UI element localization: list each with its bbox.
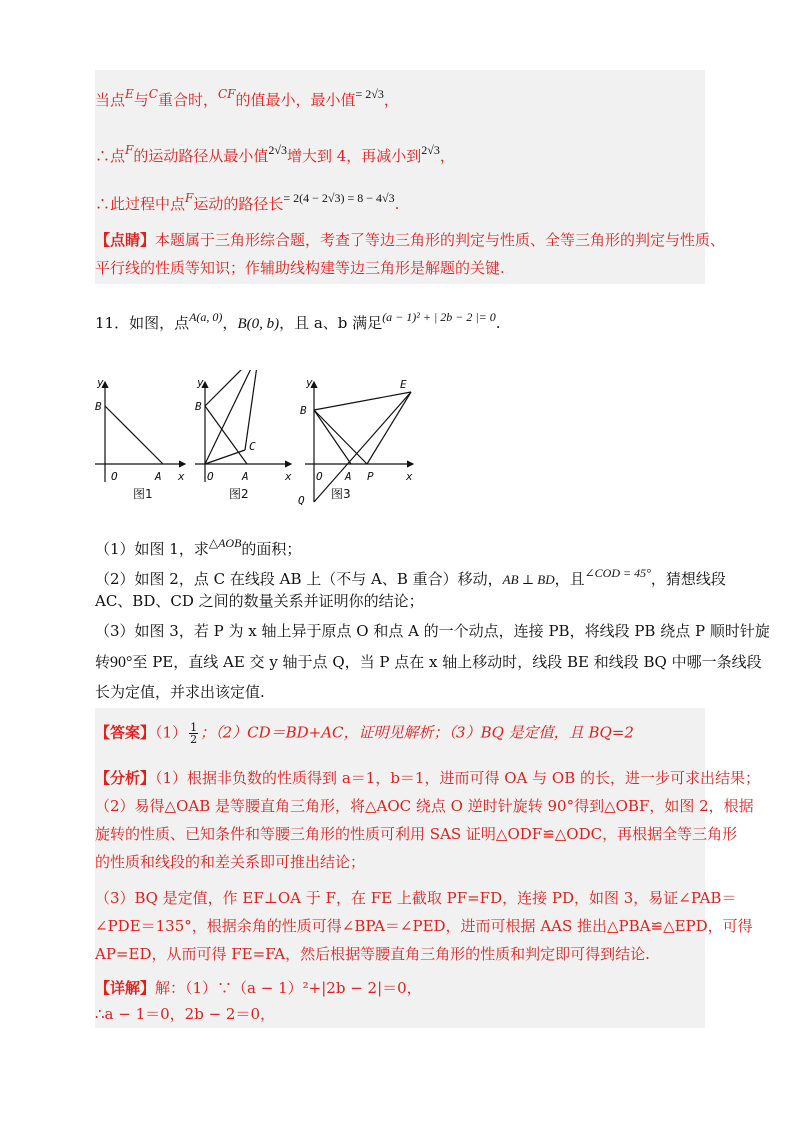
part-3-line-2: 转90°至 PE，直线 AE 交 y 轴于点 Q，当 P 点在 x 轴上移动时，线段 BE 和线段 BQ 中哪一条线段 <box>95 653 762 671</box>
answer-analysis-block <box>95 708 760 1028</box>
fig2-segment-bd <box>205 370 259 406</box>
part-3-line-3: 长为定值，并求出该定值. <box>95 683 265 701</box>
fig3-line-qe <box>314 392 411 502</box>
fig3-label-a: A <box>345 470 352 483</box>
detail-line-1: 【详解】解：（1）∵（a − 1）²+|2b − 2|＝0， <box>95 979 422 997</box>
fig2-label-o: O <box>207 470 214 483</box>
fig2-label-x: x <box>285 470 292 483</box>
fig3-label-o: O <box>316 470 323 483</box>
fig1-label-o: O <box>111 470 118 483</box>
part-1: （1）如图 1，求$^{\triangle AOB}$的面积； <box>95 536 302 558</box>
part-2-line-2: AC、BD、CD 之间的数量关系并证明你的结论； <box>95 592 424 610</box>
analysis-line-3: 旋转的性质、已知条件和等腰三角形的性质可利用 SAS 证明△ODF≌△ODC，再根据全等三角形 <box>95 825 738 843</box>
figure-1 <box>95 382 185 482</box>
fig2-label-b: B <box>195 400 202 413</box>
figure-3 <box>305 382 413 502</box>
part-3-line-1: （3）如图 3，若 P 为 x 轴上异于原点 O 和点 A 的一个动点，连接 PB，将线段 PB 绕点 P 顺时针旋 <box>95 622 770 640</box>
solution-line-1: 当点$^E$与$^C$重合时，$^{CF}$的值最小，最小值$^{= 2√3}$， <box>95 87 399 109</box>
fig2-caption: 图2 <box>229 487 249 501</box>
fig1-caption: 图1 <box>133 487 153 501</box>
fig2-label-a: A <box>242 470 249 483</box>
fig1-label-y: y <box>97 376 104 389</box>
detail-line-2: ∴a − 1＝0，2b − 2＝0， <box>95 1005 276 1023</box>
analysis-line-2: （2）易得△OAB 是等腰直角三角形，将△AOC 绕点 O 逆时针旋转 90°得到△OBF，如图 2，根据 <box>95 797 754 815</box>
fig3-segment-pe <box>367 392 411 464</box>
analysis-line-7: AP=ED，从而可得 FE=FA，然后根据等腰直角三角形的性质和判定即可得到结论. <box>95 945 650 963</box>
figure-2 <box>195 370 291 482</box>
part-2-line-1: （2）如图 2，点 C 在线段 AB 上（不与 A、B 重合）移动，AB ⊥ BD，且$^{\angle COD = 45^\circ}$，猜想线段 <box>95 566 726 588</box>
solution-continuation-block <box>95 70 726 284</box>
tip-line-2: 平行线的性质等知识；作辅助线构建等边三角形是解题的关键. <box>95 259 505 277</box>
solution-line-2: ∴点$^F$的运动路径从最小值$^{2√3}$增大到 4，再减小到$^{2√3}$， <box>95 143 455 165</box>
fig3-caption: 图3 <box>331 487 351 501</box>
fig1-label-b: B <box>95 400 102 413</box>
question-11-stem: 11．如图，点$^{A(a, 0)}$，B(0, b)，且 a、b 满足$^{(a - 1)^2 + | 2b - 2 |= 0}$. <box>95 310 501 332</box>
analysis-line-1: 【分析】（1）根据非负数的性质得到 a＝1，b＝1，进而可得 OA 与 OB 的长，进一步可求出结果； <box>95 769 760 787</box>
analysis-line-6: ∠PDE＝135°，根据余角的性质可得∠BPA＝∠PED，进而可根据 AAS 推出△PBA≌△EPD，可得 <box>95 917 753 935</box>
fig3-label-q: Q <box>298 494 305 507</box>
solution-line-3: ∴此过程中点$^F$运动的路径长$^{= 2(4 - 2√3) = 8 - 4√3}$. <box>95 191 400 213</box>
fig2-segment-cd <box>245 370 259 450</box>
fig2-segment-ab <box>205 406 247 464</box>
fig3-label-y: y <box>306 376 313 389</box>
fig1-segment-ab <box>105 406 163 464</box>
fig3-segment-bp <box>314 410 367 464</box>
analysis-line-4: 的性质和线段的和差关系即可推出结论； <box>95 853 366 871</box>
fig3-label-x: x <box>406 470 413 483</box>
fig1-label-x: x <box>178 470 185 483</box>
fig2-label-y: y <box>197 376 204 389</box>
geometry-figures <box>95 370 425 510</box>
fig2-label-c: C <box>249 440 256 453</box>
fig3-segment-ba <box>314 410 351 464</box>
fig3-label-b: B <box>300 404 307 417</box>
fig1-label-a: A <box>155 470 162 483</box>
fig3-segment-be <box>314 392 411 410</box>
fig3-label-e: E <box>400 378 407 391</box>
analysis-line-5: （3）BQ 是定值，作 EF⊥OA 于 F，在 FE 上截取 PF=FD，连接 PD，如图 3，易证∠PAB＝ <box>95 889 737 907</box>
fig3-label-p: P <box>367 470 374 483</box>
tip-line-1: 【点睛】本题属于三角形综合题，考查了等边三角形的判定与性质、全等三角形的判定与性质、 <box>95 231 726 249</box>
answer-fraction: $\frac{1}{2}$ <box>190 721 198 746</box>
answer-line: 【答案】（1） $\frac{1}{2}$ ；（2）CD＝BD+AC，证明见解析；（3）BQ 是定值，且 BQ=2 <box>95 721 634 746</box>
